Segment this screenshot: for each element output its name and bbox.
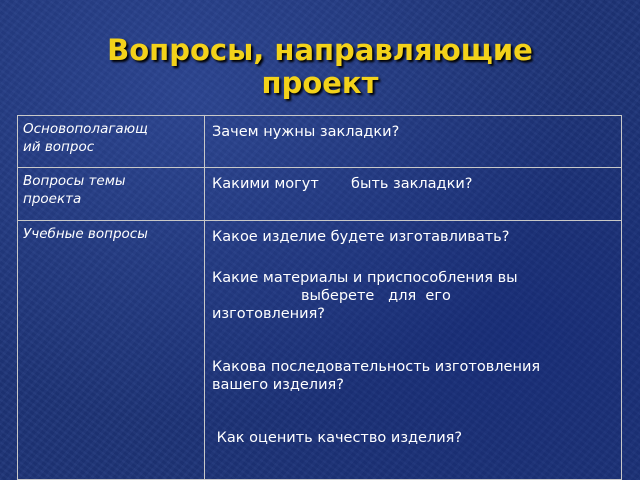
learning-question-3-end: вашего изделия? [212,377,344,393]
label-cell-learning [18,221,205,480]
label-fundamental: Основополагающ ий вопрос [23,121,148,155]
question-cell-fundamental [205,116,622,168]
questions-table [17,115,622,480]
label-cell-fundamental [18,116,205,168]
question-fundamental: Зачем нужны закладки? [212,124,400,140]
label-cell-topic [18,168,205,221]
learning-question-3: Какова последовательность изготовления [212,359,541,375]
table-row-topic [18,168,622,221]
learning-question-4: Как оценить качество изделия? [212,430,463,446]
question-cell-topic [205,168,622,221]
learning-question-1: Какое изделие будете изготавливать? [212,229,510,245]
slide-title-line-1: Вопросы, направляющие [107,33,533,67]
label-topic: Вопросы темы проекта [23,173,126,207]
slide-title [0,34,640,100]
table-row-fundamental [18,116,622,168]
slide-title-line-2: проект [261,66,379,100]
label-learning: Учебные вопросы [23,226,148,242]
learning-question-2-cont: выберете для его [301,288,451,304]
question-topic: Какими могут быть закладки? [212,176,473,192]
learning-question-2-end: изготовления? [212,306,325,322]
question-cell-learning [205,221,622,480]
table-row-learning [18,221,622,480]
learning-question-2: Какие материалы и приспособления вы [212,270,518,286]
